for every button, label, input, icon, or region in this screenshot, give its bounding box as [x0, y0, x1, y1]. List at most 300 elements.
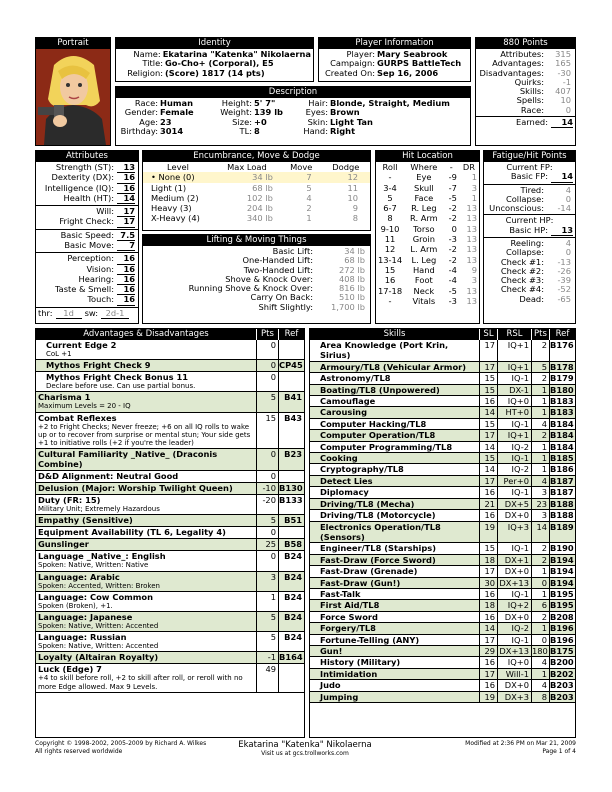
skill-ref: B185 — [550, 453, 574, 464]
skill-relative-level: IQ-1 — [497, 589, 531, 599]
skill-row[interactable] — [310, 692, 575, 703]
hit-location-dr: 13 — [466, 244, 477, 255]
identity-header: Identity — [116, 38, 313, 49]
skill-row[interactable] — [310, 464, 575, 475]
skill-name: Gun! — [320, 645, 343, 656]
skill-row[interactable] — [310, 522, 575, 544]
skill-name: Diplomacy — [320, 487, 369, 498]
skill-ref: B196 — [550, 623, 574, 634]
skill-row[interactable] — [310, 657, 575, 668]
skill-relative-level: IQ+1 — [497, 340, 531, 361]
points-value: 407 — [555, 86, 571, 97]
lifting-label: Shove & Knock Over: — [225, 273, 313, 284]
encumbrance-max-load: 340 lb — [246, 213, 273, 224]
hit-location-dr: 13 — [466, 295, 477, 306]
player-panel — [318, 37, 471, 82]
hit-point-threshold-row — [486, 295, 573, 304]
advantage-name-cell — [36, 572, 256, 591]
advantage-points: 0 — [256, 449, 278, 470]
advantage-row[interactable] — [36, 632, 304, 652]
skill-row[interactable] — [310, 555, 575, 566]
advantage-name-cell — [36, 539, 256, 550]
footer — [35, 740, 576, 762]
skill-relative-level: IQ-2 — [497, 442, 531, 452]
hit-point-threshold-label: Check #4: — [500, 284, 544, 295]
skill-ref: B203 — [550, 680, 574, 691]
advantage-points: 0 — [256, 372, 278, 391]
secondary-attribute-label: Will: — [96, 206, 114, 217]
hit-location-roll: 15 — [384, 264, 396, 275]
encumbrance-row[interactable] — [143, 193, 370, 203]
skill-row[interactable] — [310, 385, 575, 396]
character-title: Go-Cho+ (Corporal), E5 — [165, 58, 274, 69]
skill-points: 1 — [531, 442, 549, 452]
attribute-label: Intelligence (IQ): — [44, 182, 114, 193]
skill-name: First Aid/TL8 — [320, 600, 380, 611]
hit-location-where: Groin — [412, 234, 436, 245]
skill-level: 17 — [479, 340, 497, 361]
advantage-name-cell — [36, 632, 256, 651]
skill-level: 17 — [479, 566, 497, 576]
skill-row[interactable] — [310, 600, 575, 611]
secondary-attribute-value[interactable]: 17 — [117, 207, 135, 217]
skill-row[interactable] — [310, 430, 575, 441]
skill-level: 16 — [479, 589, 497, 599]
points-label: Advantages: — [492, 58, 544, 69]
hit-location-row — [376, 224, 479, 234]
description-label: Weight: — [220, 107, 252, 118]
advantage-ref — [278, 340, 304, 359]
secondary-attribute-label: Fright Check: — [59, 216, 114, 227]
hit-location-where: R. Leg — [411, 203, 437, 214]
advantage-name-cell — [36, 392, 256, 411]
hit-location-row — [376, 193, 479, 203]
skill-level: 15 — [479, 373, 497, 383]
skill-ref: B188 — [550, 498, 574, 509]
skill-row[interactable] — [310, 510, 575, 521]
advantage-name-cell — [36, 612, 256, 631]
encumbrance-move: 5 — [306, 182, 312, 193]
skill-row[interactable] — [310, 419, 575, 430]
hit-location-roll: - — [388, 172, 392, 183]
advantage-row[interactable] — [36, 612, 304, 632]
attribute-label: Strength (ST): — [55, 162, 114, 172]
description-label: Hand: — [303, 125, 328, 136]
advantage-notes: Military Unit; Extremely Hazardous — [38, 505, 160, 514]
sense-attribute-value[interactable]: 16 — [117, 295, 135, 305]
skill-ref: B179 — [550, 373, 574, 384]
sense-attribute-row — [38, 254, 136, 264]
advantage-row[interactable] — [36, 413, 304, 450]
sense-attribute-label: Hearing: — [78, 273, 114, 284]
hit-location-penalty: -4 — [448, 264, 457, 275]
advantage-name-cell — [36, 483, 256, 494]
skill-name: Fast-Draw (Grenade) — [320, 566, 418, 577]
skill-name: Astronomy/TL8 — [320, 373, 391, 384]
skill-row[interactable] — [310, 407, 575, 418]
skill-points: 1 — [531, 453, 549, 463]
skill-points: 1 — [531, 589, 549, 599]
speed-attribute-value[interactable]: 7.5 — [117, 231, 135, 241]
advantage-ref — [278, 471, 304, 482]
description-value: Female — [160, 107, 194, 118]
sense-attribute-value[interactable]: 16 — [117, 265, 135, 275]
skill-row[interactable] — [310, 680, 575, 691]
sense-attribute-value[interactable]: 16 — [117, 285, 135, 295]
attribute-row — [38, 194, 136, 204]
skill-points: 1 — [531, 669, 549, 679]
hit-location-row — [376, 296, 479, 306]
skill-row[interactable] — [310, 646, 575, 657]
advantage-row[interactable] — [36, 483, 304, 495]
secondary-attribute-value[interactable]: 17 — [117, 217, 135, 227]
advantage-name-cell — [36, 413, 256, 449]
advantage-name: Gunslinger — [38, 539, 89, 550]
skill-ref: B188 — [550, 510, 574, 521]
hit-location-dr: 9 — [471, 264, 477, 275]
speed-attribute-row — [38, 241, 136, 251]
advantage-name: Mythos Fright Check 9 — [46, 360, 151, 371]
advantage-row[interactable] — [36, 340, 304, 360]
skill-level: 14 — [479, 623, 497, 633]
description-label: Gender: — [124, 107, 158, 118]
basic-hp-value[interactable]: 13 — [551, 226, 573, 236]
hit-location-where: Foot — [414, 275, 433, 286]
hit-location-where: L. Leg — [411, 254, 437, 265]
skill-row[interactable] — [310, 373, 575, 384]
advantage-name-cell — [36, 652, 256, 663]
points-panel — [475, 37, 576, 146]
encumbrance-move: 1 — [306, 213, 312, 224]
lifting-value: 34 lb — [344, 246, 365, 256]
advantage-ref: B23 — [278, 449, 304, 470]
advantage-name: D&D Alignment: Neutral Good — [38, 471, 179, 482]
adv-pts-header: Pts — [256, 329, 278, 340]
skill-ref: B175 — [550, 645, 574, 656]
advantage-name: Cultural Familiarity _Native_ (Draconis Combine) — [38, 449, 218, 470]
points-header: 880 Points — [476, 38, 575, 49]
fatigue-threshold-label: Collapse: — [505, 193, 544, 204]
hit-location-where: R. Arm — [409, 213, 438, 224]
encumbrance-header: Encumbrance, Move & Dodge — [143, 151, 370, 162]
advantage-ref: B24 — [278, 632, 304, 651]
advantage-row[interactable] — [36, 392, 304, 412]
skill-row[interactable] — [310, 623, 575, 634]
encumbrance-row[interactable] — [143, 172, 370, 182]
portrait-panel — [35, 37, 111, 146]
lifting-label: Basic Lift: — [272, 246, 313, 256]
thrust-label: thr: — [38, 307, 53, 318]
attribute-label: Health (HT): — [63, 192, 114, 203]
advantage-points: 0 — [256, 527, 278, 538]
advantage-row[interactable] — [36, 592, 304, 612]
advantage-name: Duty (FR: 15) — [38, 495, 101, 506]
hit-location-where: Neck — [413, 285, 435, 296]
skill-points: 3 — [531, 487, 549, 497]
hit-location-penalty: -9 — [448, 172, 457, 183]
hit-point-threshold-label: Reeling: — [510, 237, 544, 248]
skill-points: 0 — [531, 578, 549, 588]
skill-level: 17 — [479, 362, 497, 372]
advantage-name: Language _Native_: English — [38, 551, 166, 562]
skill-relative-level: HT+0 — [497, 407, 531, 417]
advantage-notes: Declare before use. Can use partial bonus. — [46, 382, 196, 391]
hit-location-penalty: -5 — [448, 192, 457, 203]
skill-relative-level: IQ-1 — [497, 453, 531, 463]
fatigue-threshold-value: 4 — [565, 184, 571, 195]
title-label: Title: — [142, 58, 163, 69]
hit-location-dr: 3 — [471, 275, 477, 286]
skill-row[interactable] — [310, 442, 575, 453]
skill-row[interactable] — [310, 487, 575, 498]
footer-character-name: Ekatarina "Katenka" Nikolaerna — [238, 740, 372, 750]
footer-visit-link[interactable]: Visit us at gcs.trollworks.com — [261, 750, 349, 757]
points-label: Spells: — [516, 95, 544, 106]
hit-location-row — [376, 255, 479, 265]
advantage-row[interactable] — [36, 495, 304, 515]
advantage-row[interactable] — [36, 539, 304, 551]
description-row — [302, 127, 468, 136]
advantage-notes: Spoken: Accented, Written: Broken — [38, 581, 160, 590]
skill-name: Electronics Operation/TL8 (Sensors) — [320, 521, 441, 542]
skill-level: 14 — [479, 442, 497, 452]
sense-attribute-label: Perception: — [67, 253, 114, 264]
speed-attribute-value[interactable]: 7 — [117, 241, 135, 251]
advantage-name: Language: Cow Common — [38, 591, 154, 602]
advantage-row[interactable] — [36, 652, 304, 664]
encumbrance-max-load: 204 lb — [246, 203, 273, 214]
points-value: -30 — [557, 67, 571, 78]
advantage-row[interactable] — [36, 527, 304, 539]
skill-name: Computer Programming/TL8 — [320, 441, 453, 452]
skill-row[interactable] — [310, 453, 575, 464]
advantage-name: Mythos Fright Check Bonus 11 — [46, 372, 188, 383]
advantage-row[interactable] — [36, 471, 304, 483]
swing-label: sw: — [84, 307, 99, 318]
advantage-row[interactable] — [36, 572, 304, 592]
hit-location-where: Eye — [416, 172, 432, 183]
encumbrance-max-load: 34 lb — [252, 172, 273, 183]
description-value: Right — [330, 125, 356, 136]
advantage-row[interactable] — [36, 449, 304, 471]
description-row — [118, 127, 216, 136]
skill-relative-level: IQ-1 — [497, 487, 531, 497]
hit-location-row — [376, 275, 479, 285]
hit-point-threshold-value: -13 — [557, 256, 571, 267]
skill-row[interactable] — [310, 578, 575, 589]
hit-location-row — [376, 286, 479, 296]
skill-row[interactable] — [310, 396, 575, 407]
description-label: Race: — [134, 98, 158, 108]
hit-location-penalty: 0 — [451, 223, 457, 234]
points-value: -1 — [562, 76, 571, 87]
skill-points: 0 — [531, 635, 549, 645]
skill-level: 16 — [479, 680, 497, 690]
lifting-header: Lifting & Moving Things — [143, 235, 370, 246]
skill-points: 2 — [531, 612, 549, 622]
advantage-points: 0 — [256, 360, 278, 371]
earned-value[interactable]: 14 — [551, 118, 573, 128]
skill-ref: B183 — [550, 396, 574, 407]
advantage-name: Empathy (Sensitive) — [38, 515, 133, 526]
hit-location-roll: 9-10 — [380, 223, 400, 234]
attribute-value[interactable]: 13 — [117, 163, 135, 173]
created-date: Sep 16, 2006 — [377, 67, 439, 78]
advantage-name-cell — [36, 372, 256, 391]
hit-location-where: Hand — [412, 264, 435, 275]
advantage-row[interactable] — [36, 360, 304, 372]
hit-location-row — [376, 244, 479, 254]
sense-attribute-value[interactable]: 16 — [117, 254, 135, 264]
advantage-name-cell — [36, 471, 256, 482]
speed-attribute-label: Basic Speed: — [60, 229, 114, 240]
advantage-ref — [278, 527, 304, 538]
description-label: Birthday: — [120, 125, 158, 136]
advantage-row[interactable] — [36, 515, 304, 527]
skill-relative-level: IQ-2 — [497, 464, 531, 474]
advantage-ref — [278, 664, 304, 691]
skill-relative-level: IQ+0 — [497, 396, 531, 406]
skill-level: 19 — [479, 522, 497, 543]
description-value: 23 — [160, 116, 172, 127]
skill-points: 1 — [531, 623, 549, 633]
hit-location-col-header: DR — [462, 162, 476, 172]
hit-location-header: Hit Location — [376, 151, 479, 162]
basic-fp-value[interactable]: 14 — [551, 172, 573, 182]
copyright-text: Copyright © 1998-2002, 2005-2009 by Richard A. Wilkes — [35, 740, 207, 747]
lifting-value: 272 lb — [338, 264, 365, 275]
advantage-row[interactable] — [36, 372, 304, 392]
skill-row[interactable] — [310, 476, 575, 487]
encumbrance-row[interactable] — [143, 213, 370, 223]
attribute-value[interactable]: 16 — [117, 173, 135, 183]
advantage-name: Delusion (Major: Worship Twilight Queen) — [38, 483, 233, 494]
sense-attribute-value[interactable]: 16 — [117, 275, 135, 285]
skill-points: 3 — [531, 510, 549, 520]
attribute-value[interactable]: 16 — [117, 184, 135, 194]
skill-name: Driving/TL8 (Motorcycle) — [320, 510, 436, 521]
skill-ref: B208 — [550, 611, 574, 622]
attribute-label: Dexterity (DX): — [51, 172, 114, 183]
skill-row[interactable] — [310, 612, 575, 623]
skill-relative-level: IQ-1 — [497, 635, 531, 645]
advantage-name-cell — [36, 495, 256, 514]
description-header: Description — [116, 87, 470, 98]
skill-name: Computer Operation/TL8 — [320, 430, 436, 441]
advantage-points: 0 — [256, 551, 278, 570]
hit-location-col-header: Roll — [382, 162, 398, 172]
skill-row[interactable] — [310, 340, 575, 362]
description-value: 3014 — [160, 125, 184, 136]
advantage-ref: CP45 — [279, 360, 303, 371]
fatigue-threshold-value: -14 — [557, 203, 571, 214]
hit-location-where: Vitals — [412, 295, 436, 306]
skill-level: 18 — [479, 555, 497, 565]
points-value: 0 — [565, 104, 571, 115]
encumbrance-level: • None (0) — [151, 172, 195, 183]
skill-row[interactable] — [310, 635, 575, 646]
encumbrance-move: 7 — [306, 172, 312, 183]
skill-points: 1 — [531, 385, 549, 395]
points-label: Attributes: — [500, 49, 544, 59]
skill-points: 5 — [531, 362, 549, 372]
advantage-row[interactable] — [36, 551, 304, 571]
hit-location-penalty: -2 — [448, 213, 457, 224]
description-value: 8 — [254, 125, 260, 136]
advantage-name: Luck (Edge) 7 — [38, 664, 102, 675]
advantage-ref: B24 — [278, 551, 304, 570]
attribute-value[interactable]: 14 — [117, 194, 135, 204]
skill-relative-level: DX+0 — [497, 680, 531, 690]
skill-points: 2 — [531, 430, 549, 440]
hit-location-penalty: -7 — [448, 182, 457, 193]
skill-relative-level: IQ-1 — [497, 543, 531, 553]
skill-relative-level: DX+0 — [497, 510, 531, 520]
sense-attribute-label: Vision: — [86, 263, 114, 274]
sense-attribute-row — [38, 295, 136, 305]
hit-location-dr: 13 — [466, 223, 477, 234]
lifting-panel — [142, 234, 371, 324]
lifting-label: Carry On Back: — [250, 292, 313, 303]
page-number: Page 1 of 4 — [542, 747, 576, 755]
encumbrance-row[interactable] — [143, 183, 370, 193]
advantages-header: Advantages & Disadvantages — [83, 329, 209, 339]
advantage-ref: B133 — [278, 495, 304, 514]
hit-location-dr: 13 — [466, 285, 477, 296]
skill-level: 15 — [479, 453, 497, 463]
hit-location-row — [376, 213, 479, 223]
skill-row[interactable] — [310, 589, 575, 600]
advantage-notes: +2 to Fright Checks; Never freeze; +6 on all IQ rolls to wake up or to recover from surprise or mental stun; Your side gets +1 to initiative rolls (+2 if you're the leader) — [38, 422, 251, 448]
skill-row[interactable] — [310, 499, 575, 510]
skill-points: 180 — [532, 645, 548, 656]
hit-point-threshold-value: -65 — [557, 293, 571, 304]
hit-point-threshold-label: Dead: — [519, 293, 544, 304]
skill-points: 1 — [531, 566, 549, 576]
skill-row[interactable] — [310, 669, 575, 680]
advantage-row[interactable] — [36, 664, 304, 692]
encumbrance-header-row — [143, 162, 370, 172]
skill-ref: B189 — [549, 522, 575, 543]
secondary-attribute-row — [38, 217, 136, 227]
skill-row[interactable] — [310, 543, 575, 554]
advantage-notes: +4 to skill before roll, +2 to skill after roll, or reroll with no more Edge allowed. Max 9 Levels. — [38, 674, 243, 691]
skill-ref: B194 — [550, 554, 574, 565]
skill-points: 8 — [531, 692, 549, 702]
encumbrance-col-header: Move — [290, 162, 313, 172]
hit-location-where: Torso — [413, 223, 435, 234]
description-label: Eyes: — [305, 107, 328, 118]
lifting-value: 68 lb — [344, 255, 365, 266]
description-value: +0 — [254, 116, 267, 127]
hit-point-threshold-value: -52 — [557, 284, 571, 295]
skill-ref: B194 — [550, 566, 574, 577]
encumbrance-row[interactable] — [143, 203, 370, 213]
encumbrance-level: Medium (2) — [151, 192, 199, 203]
encumbrance-dodge: 9 — [352, 203, 358, 214]
hit-location-dr: 13 — [466, 234, 477, 245]
hit-location-row — [376, 234, 479, 244]
description-label: TL: — [239, 125, 252, 136]
points-label: Quirks: — [514, 76, 544, 87]
skill-ref: B184 — [550, 430, 574, 441]
attributes-header: Attributes — [36, 151, 138, 162]
description-value: Light Tan — [330, 116, 373, 127]
skill-name: Armoury/TL8 (Vehicular Armor) — [320, 361, 467, 372]
lifting-value: 510 lb — [338, 292, 365, 303]
skill-row[interactable] — [310, 362, 575, 373]
skill-row[interactable] — [310, 566, 575, 577]
